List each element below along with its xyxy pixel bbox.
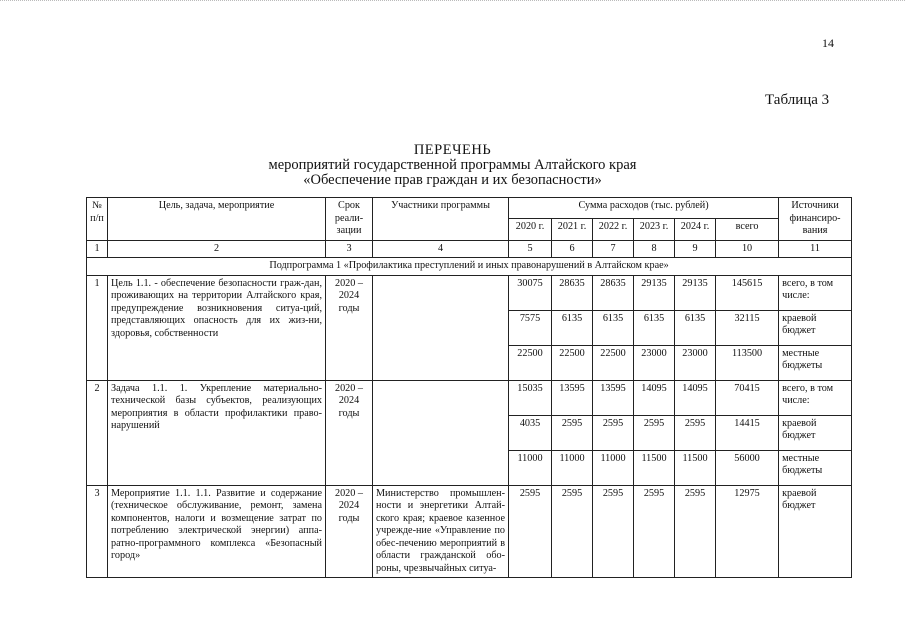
row-goal: Задача 1.1. 1. Укрепление материально-технической базы субъектов, реализующих мероприятия в области профилактики право-нарушений: [108, 380, 326, 485]
row-participants: [373, 275, 509, 380]
amount-cell: 22500: [552, 345, 593, 380]
header-sources: Источники финансиро-вания: [779, 198, 852, 241]
header-goal: Цель, задача, мероприятие: [108, 198, 326, 241]
amount-cell: 15035: [509, 380, 552, 415]
amount-total-cell: 12975: [716, 485, 779, 578]
row-term: 2020 – 2024 годы: [326, 380, 373, 485]
row-term: 2020 – 2024 годы: [326, 275, 373, 380]
table-label: Таблица 3: [765, 92, 830, 108]
column-number: 9: [675, 240, 716, 258]
amount-cell: 11500: [675, 450, 716, 485]
source-cell: всего, в том числе:: [779, 380, 852, 415]
amount-cell: 2595: [552, 415, 593, 450]
amount-cell: 6135: [675, 310, 716, 345]
amount-cell: 28635: [593, 275, 634, 310]
row-goal: Цель 1.1. - обеспечение безопасности граж-дан, проживающих на территории Алтайского края, предупреждение возникновения ситуа-ций, представляющих опасность для их жиз-ни, здоровья, собственности: [108, 275, 326, 380]
amount-cell: 6135: [634, 310, 675, 345]
column-number: 8: [634, 240, 675, 258]
amount-cell: 6135: [552, 310, 593, 345]
amount-cell: 11000: [593, 450, 634, 485]
heading-subtitle: мероприятий государственной программы Алтайского края: [268, 157, 637, 173]
table-row: [87, 275, 852, 310]
header-no: № п/п: [87, 198, 108, 241]
source-cell: всего, в том числе:: [779, 275, 852, 310]
row-goal: Мероприятие 1.1. 1.1. Развитие и содержание (техническое обслуживание, ремонт, замена компонентов, налоги и возмещение затрат по потреблению электрической энергии) аппа-ратно-программного комплекса «Безопасный город»: [108, 485, 326, 578]
row-term: 2020 – 2024 годы: [326, 485, 373, 578]
amount-cell: 2595: [634, 485, 675, 578]
amount-cell: 2595: [552, 485, 593, 578]
column-number: 2: [108, 240, 326, 258]
amount-cell: 2595: [593, 415, 634, 450]
amount-cell: 22500: [593, 345, 634, 380]
column-number: 5: [509, 240, 552, 258]
header-sum: Сумма расходов (тыс. рублей): [509, 198, 779, 219]
table-row: [87, 485, 852, 578]
heading-title: ПЕРЕЧЕНЬ: [413, 142, 492, 158]
amount-cell: 4035: [509, 415, 552, 450]
header-participants: Участники программы: [373, 198, 509, 241]
subprogram-row: [87, 258, 852, 276]
source-cell: краевой бюджет: [779, 485, 852, 578]
amount-total-cell: 145615: [716, 275, 779, 310]
amount-cell: 2595: [675, 415, 716, 450]
source-cell: краевой бюджет: [779, 415, 852, 450]
document-heading: [0, 143, 905, 188]
amount-cell: 23000: [675, 345, 716, 380]
top-edge-line: [0, 0, 905, 7]
source-cell: местные бюджеты: [779, 345, 852, 380]
header-total: всего: [716, 219, 779, 240]
column-numbers-row: [87, 240, 852, 258]
column-number: 11: [779, 240, 852, 258]
subprogram-title: Подпрограмма 1 «Профилактика преступлений и иных правонарушений в Алтайском крае»: [87, 258, 852, 276]
source-cell: местные бюджеты: [779, 450, 852, 485]
amount-total-cell: 32115: [716, 310, 779, 345]
amount-cell: 14095: [675, 380, 716, 415]
header-year: 2024 г.: [675, 219, 716, 240]
amount-cell: 11000: [552, 450, 593, 485]
header-year: 2020 г.: [509, 219, 552, 240]
header-row: [87, 198, 852, 219]
amount-total-cell: 56000: [716, 450, 779, 485]
measures-table: [86, 197, 852, 578]
header-year: 2023 г.: [634, 219, 675, 240]
column-number: 6: [552, 240, 593, 258]
row-number: 2: [87, 380, 108, 485]
heading-program-name: «Обеспечение прав граждан и их безопасности»: [303, 172, 602, 188]
amount-total-cell: 14415: [716, 415, 779, 450]
row-number: 1: [87, 275, 108, 380]
amount-cell: 2595: [634, 415, 675, 450]
amount-cell: 30075: [509, 275, 552, 310]
page-number: 14: [822, 36, 834, 50]
column-number: 10: [716, 240, 779, 258]
column-number: 3: [326, 240, 373, 258]
amount-cell: 14095: [634, 380, 675, 415]
amount-cell: 28635: [552, 275, 593, 310]
column-number: 4: [373, 240, 509, 258]
amount-cell: 13595: [593, 380, 634, 415]
column-number: 1: [87, 240, 108, 258]
amount-cell: 2595: [675, 485, 716, 578]
header-year: 2022 г.: [593, 219, 634, 240]
row-participants: Министерство промышлен-ности и энергетики Алтай-ского края; краевое казенное учрежде-ние «Управление по обес-печению мероприятий в области гражданской обо-роны, чрезвычайных ситуа-: [373, 485, 509, 578]
amount-total-cell: 70415: [716, 380, 779, 415]
table-row: [87, 380, 852, 415]
source-cell: краевой бюджет: [779, 310, 852, 345]
amount-cell: 11500: [634, 450, 675, 485]
amount-cell: 2595: [593, 485, 634, 578]
row-number: 3: [87, 485, 108, 578]
row-participants: [373, 380, 509, 485]
amount-total-cell: 113500: [716, 345, 779, 380]
amount-cell: 7575: [509, 310, 552, 345]
amount-cell: 6135: [593, 310, 634, 345]
amount-cell: 22500: [509, 345, 552, 380]
amount-cell: 13595: [552, 380, 593, 415]
amount-cell: 29135: [634, 275, 675, 310]
amount-cell: 29135: [675, 275, 716, 310]
amount-cell: 11000: [509, 450, 552, 485]
amount-cell: 23000: [634, 345, 675, 380]
header-year: 2021 г.: [552, 219, 593, 240]
amount-cell: 2595: [509, 485, 552, 578]
header-term: Срок реали-зации: [326, 198, 373, 241]
column-number: 7: [593, 240, 634, 258]
